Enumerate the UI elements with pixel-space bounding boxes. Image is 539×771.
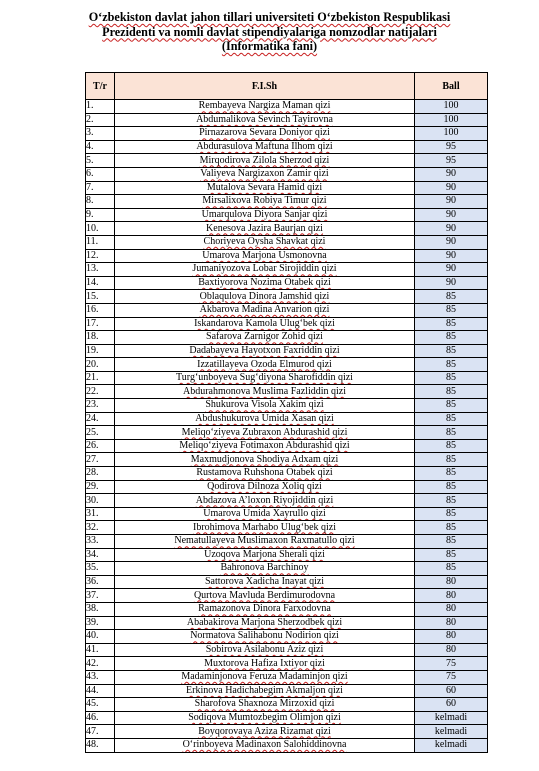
student-name: Normatova Salihabonu Nodirion qizi [190, 630, 339, 642]
student-name: Muxtorova Hafiza Ixtiyor qizi [204, 657, 325, 669]
row-number: 4. [86, 140, 115, 154]
student-name: Kenesova Jazira Baurjan qizi [206, 222, 323, 234]
row-number: 14. [86, 276, 115, 290]
student-name-cell [115, 331, 415, 345]
table-row [86, 575, 488, 589]
student-name-cell [115, 630, 415, 644]
student-name-cell [115, 276, 415, 290]
table-row [86, 670, 488, 684]
table-row [86, 276, 488, 290]
student-name: Ababakirova Marjona Sherzodbek qizi [186, 616, 343, 628]
score-cell: kelmadi [415, 711, 488, 725]
score-cell: 60 [415, 698, 488, 712]
student-name: Sharofova Shaxnoza Mirzoxid qizi [194, 698, 335, 710]
row-number: 20. [86, 358, 115, 372]
student-name-cell [115, 562, 415, 576]
table-row [86, 453, 488, 467]
student-name-cell [115, 113, 415, 127]
student-name: Dadabayeva Hayotxon Faxriddin qizi [189, 344, 340, 356]
table-row [86, 344, 488, 358]
student-name-cell [115, 507, 415, 521]
score-cell: 75 [415, 657, 488, 671]
student-name: Sodiqova Mumtozbegim Olimjon qizi [188, 712, 341, 724]
student-name-cell [115, 208, 415, 222]
student-name-cell [115, 548, 415, 562]
title-line-3: (Informatika fani) [221, 39, 318, 54]
score-cell: 85 [415, 426, 488, 440]
student-name-cell [115, 385, 415, 399]
table-row [86, 263, 488, 277]
table-row [86, 439, 488, 453]
student-name: Turg‘unboyeva Sug‘diyona Sharofiddin qizi [176, 372, 353, 384]
score-cell: kelmadi [415, 725, 488, 739]
score-cell: 85 [415, 290, 488, 304]
results-table-body [86, 100, 488, 753]
table-row [86, 317, 488, 331]
score-cell: 100 [415, 127, 488, 141]
row-number: 46. [86, 711, 115, 725]
row-number: 2. [86, 113, 115, 127]
student-name: Bahronova Barchinoy [220, 562, 309, 574]
score-cell: 90 [415, 222, 488, 236]
student-name-cell [115, 140, 415, 154]
table-row [86, 181, 488, 195]
score-cell: 95 [415, 140, 488, 154]
student-name-cell [115, 535, 415, 549]
score-cell: 85 [415, 480, 488, 494]
row-number: 17. [86, 317, 115, 331]
student-name-cell [115, 602, 415, 616]
student-name-cell [115, 657, 415, 671]
table-row [86, 589, 488, 603]
score-cell: 60 [415, 684, 488, 698]
student-name: Madaminjonova Feruza Madaminjon qizi [181, 671, 348, 683]
row-number: 31. [86, 507, 115, 521]
row-number: 37. [86, 589, 115, 603]
row-number: 22. [86, 385, 115, 399]
score-cell: 80 [415, 589, 488, 603]
student-name-cell [115, 494, 415, 508]
student-name: Uzoqova Marjona Sherali qizi [204, 548, 325, 560]
row-number: 43. [86, 670, 115, 684]
student-name-cell [115, 358, 415, 372]
score-cell: 95 [415, 154, 488, 168]
score-cell: 85 [415, 548, 488, 562]
row-number: 11. [86, 235, 115, 249]
row-number: 40. [86, 630, 115, 644]
column-header-score: Ball [415, 73, 488, 100]
score-cell: 85 [415, 344, 488, 358]
student-name-cell [115, 100, 415, 114]
table-row [86, 167, 488, 181]
student-name: Abdurasulova Maftuna Ilhom qizi [196, 141, 333, 153]
student-name-cell [115, 235, 415, 249]
score-cell: 85 [415, 399, 488, 413]
score-cell: 85 [415, 494, 488, 508]
student-name-cell [115, 426, 415, 440]
table-row [86, 494, 488, 508]
table-row [86, 657, 488, 671]
row-number: 12. [86, 249, 115, 263]
row-number: 1. [86, 100, 115, 114]
student-name-cell [115, 127, 415, 141]
student-name-cell [115, 249, 415, 263]
row-number: 27. [86, 453, 115, 467]
score-cell: 80 [415, 602, 488, 616]
results-table-header [86, 73, 488, 100]
student-name-cell [115, 195, 415, 209]
student-name-cell [115, 684, 415, 698]
student-name: Abdazova A’loxon Riyojiddin qizi [195, 494, 334, 506]
student-name: Pirnazarova Sevara Doniyor qizi [199, 127, 330, 139]
table-row [86, 235, 488, 249]
student-name-cell [115, 725, 415, 739]
table-row [86, 643, 488, 657]
score-cell: 90 [415, 181, 488, 195]
student-name: Rembayeva Nargiza Maman qizi [198, 100, 331, 112]
row-number: 8. [86, 195, 115, 209]
student-name-cell [115, 643, 415, 657]
table-row [86, 358, 488, 372]
student-name-cell [115, 263, 415, 277]
row-number: 45. [86, 698, 115, 712]
student-name: Baxtiyorova Nozima Otabek qizi [198, 277, 331, 289]
score-cell: 90 [415, 167, 488, 181]
table-row [86, 630, 488, 644]
score-cell: 75 [415, 670, 488, 684]
student-name-cell [115, 575, 415, 589]
score-cell: 85 [415, 358, 488, 372]
score-cell: 80 [415, 630, 488, 644]
student-name: Abdurahmonova Muslima Fazliddin qizi [182, 385, 347, 397]
student-name: Rustamova Ruhshona Otabek qizi [196, 467, 333, 479]
score-cell: 90 [415, 249, 488, 263]
score-cell: kelmadi [415, 738, 488, 752]
student-name: Umarova Marjona Usmonovna [202, 249, 327, 261]
score-cell: 80 [415, 616, 488, 630]
student-name: Umarova Umida Xayrullo qizi [203, 508, 326, 520]
table-row [86, 480, 488, 494]
student-name-cell [115, 303, 415, 317]
score-cell: 85 [415, 303, 488, 317]
score-cell: 100 [415, 100, 488, 114]
score-cell: 85 [415, 507, 488, 521]
student-name: Mirqodirova Zilola Sherzod qizi [199, 154, 330, 166]
table-row [86, 535, 488, 549]
row-number: 39. [86, 616, 115, 630]
row-number: 25. [86, 426, 115, 440]
student-name-cell [115, 711, 415, 725]
row-number: 7. [86, 181, 115, 195]
student-name-cell [115, 453, 415, 467]
student-name: Abdumalikova Sevinch Tayirovna [196, 113, 333, 125]
table-row [86, 507, 488, 521]
score-cell: 90 [415, 195, 488, 209]
student-name: Oblaqulova Dinora Jamshid qizi [199, 290, 330, 302]
student-name: Sobirova Asilabonu Aziz qizi [205, 644, 324, 656]
row-number: 5. [86, 154, 115, 168]
row-number: 6. [86, 167, 115, 181]
score-cell: 90 [415, 235, 488, 249]
student-name-cell [115, 290, 415, 304]
row-number: 35. [86, 562, 115, 576]
row-number: 9. [86, 208, 115, 222]
student-name: Izzatillayeva Ozoda Elmurod qizi [197, 358, 332, 370]
student-name: Maxmudjonova Shodiya Adxam qizi [190, 453, 339, 465]
student-name: Choriyeva Oysha Shavkat qizi [203, 236, 326, 248]
table-row [86, 303, 488, 317]
table-row [86, 725, 488, 739]
student-name-cell [115, 616, 415, 630]
student-name: Abdushukurova Umida Xasan qizi [195, 412, 334, 424]
row-number: 23. [86, 399, 115, 413]
table-row [86, 602, 488, 616]
student-name-cell [115, 181, 415, 195]
table-row [86, 208, 488, 222]
student-name: Boyqorovaya Aziza Rizamat qizi [198, 725, 331, 737]
table-row [86, 521, 488, 535]
student-name-cell [115, 521, 415, 535]
row-number: 28. [86, 467, 115, 481]
header-row [86, 73, 488, 100]
score-cell: 100 [415, 113, 488, 127]
row-number: 21. [86, 371, 115, 385]
row-number: 48. [86, 738, 115, 752]
student-name: Qodirova Dilnoza Xoliq qizi [207, 480, 322, 492]
student-name: Meliqo‘ziyeva Fotimaxon Abdurashid qizi [179, 440, 350, 452]
student-name-cell [115, 738, 415, 752]
row-number: 41. [86, 643, 115, 657]
document-title [0, 10, 539, 54]
row-number: 19. [86, 344, 115, 358]
score-cell: 85 [415, 385, 488, 399]
student-name: Nematullayeva Muslimaxon Raxmatullo qizi [174, 535, 355, 547]
table-row [86, 548, 488, 562]
student-name-cell [115, 344, 415, 358]
table-row [86, 385, 488, 399]
row-number: 34. [86, 548, 115, 562]
student-name: Umarqulova Diyora Sanjar qizi [201, 209, 328, 221]
column-header-number: T/r [86, 73, 115, 100]
student-name-cell [115, 439, 415, 453]
table-row [86, 412, 488, 426]
table-row [86, 711, 488, 725]
table-row [86, 426, 488, 440]
row-number: 30. [86, 494, 115, 508]
table-row [86, 738, 488, 752]
score-cell: 85 [415, 535, 488, 549]
student-name: Jumaniyozova Lobar Sirojiddin qizi [192, 263, 337, 275]
student-name-cell [115, 167, 415, 181]
student-name: Akbarova Madina Anvarion qizi [199, 304, 330, 316]
student-name: Mutalova Sevara Hamid qizi [206, 181, 323, 193]
score-cell: 85 [415, 439, 488, 453]
row-number: 18. [86, 331, 115, 345]
table-row [86, 222, 488, 236]
student-name: Safarova Zarnigor Zohid qizi [206, 331, 323, 343]
row-number: 36. [86, 575, 115, 589]
student-name-cell [115, 480, 415, 494]
table-row [86, 698, 488, 712]
table-row [86, 399, 488, 413]
row-number: 10. [86, 222, 115, 236]
student-name: Ramazonova Dinora Farxodovna [198, 603, 331, 615]
row-number: 42. [86, 657, 115, 671]
table-row [86, 154, 488, 168]
score-cell: 85 [415, 453, 488, 467]
score-cell: 90 [415, 263, 488, 277]
row-number: 47. [86, 725, 115, 739]
score-cell: 85 [415, 317, 488, 331]
student-name: Meliqo‘ziyeva Zubraxon Abdurashid qizi [181, 426, 348, 438]
student-name: Ibrohimova Marhabo Ulug‘bek qizi [192, 521, 337, 533]
table-row [86, 331, 488, 345]
student-name-cell [115, 317, 415, 331]
student-name: Valiyeva Nargizaxon Zamir qizi [200, 168, 329, 180]
table-row [86, 100, 488, 114]
score-cell: 85 [415, 331, 488, 345]
row-number: 38. [86, 602, 115, 616]
score-cell: 90 [415, 276, 488, 290]
row-number: 24. [86, 412, 115, 426]
student-name-cell [115, 412, 415, 426]
table-row [86, 616, 488, 630]
score-cell: 85 [415, 562, 488, 576]
score-cell: 80 [415, 643, 488, 657]
table-row [86, 113, 488, 127]
score-cell: 85 [415, 467, 488, 481]
score-cell: 85 [415, 521, 488, 535]
table-row [86, 127, 488, 141]
student-name: Qurtova Mavluda Berdimurodovna [193, 589, 336, 601]
student-name: Sattorova Xadicha Inayat qizi [204, 576, 325, 588]
results-table [85, 72, 488, 753]
student-name: Iskandarova Kamola Ulug‘bek qizi [194, 317, 335, 329]
title-line-1: O‘zbekiston davlat jahon tillari universiteti O‘zbekiston Respublikasi [88, 10, 451, 24]
student-name-cell [115, 154, 415, 168]
row-number: 32. [86, 521, 115, 535]
table-row [86, 195, 488, 209]
row-number: 13. [86, 263, 115, 277]
row-number: 33. [86, 535, 115, 549]
student-name: Erkinova Hadichabegim Akmaljon qizi [186, 684, 343, 696]
row-number: 15. [86, 290, 115, 304]
student-name-cell [115, 399, 415, 413]
row-number: 44. [86, 684, 115, 698]
table-row [86, 140, 488, 154]
student-name-cell [115, 670, 415, 684]
student-name: Mirsalixova Robiya Timur qizi [202, 195, 327, 207]
title-line-2: Prezidenti va nomli davlat stipendiyalariga nomzodlar natijalari [102, 24, 437, 39]
student-name-cell [115, 698, 415, 712]
column-header-name: F.I.Sh [115, 73, 415, 100]
student-name-cell [115, 371, 415, 385]
student-name: Shukurova Visola Xakim qizi [205, 399, 324, 411]
student-name-cell [115, 589, 415, 603]
table-row [86, 249, 488, 263]
table-row [86, 371, 488, 385]
row-number: 3. [86, 127, 115, 141]
score-cell: 85 [415, 371, 488, 385]
table-row [86, 562, 488, 576]
table-row [86, 684, 488, 698]
table-row [86, 290, 488, 304]
score-cell: 85 [415, 412, 488, 426]
student-name-cell [115, 222, 415, 236]
student-name-cell [115, 467, 415, 481]
score-cell: 90 [415, 208, 488, 222]
score-cell: 80 [415, 575, 488, 589]
row-number: 16. [86, 303, 115, 317]
table-row [86, 467, 488, 481]
student-name: O‘rinboyeva Madinaxon Salohiddinovna [182, 739, 347, 751]
row-number: 29. [86, 480, 115, 494]
row-number: 26. [86, 439, 115, 453]
